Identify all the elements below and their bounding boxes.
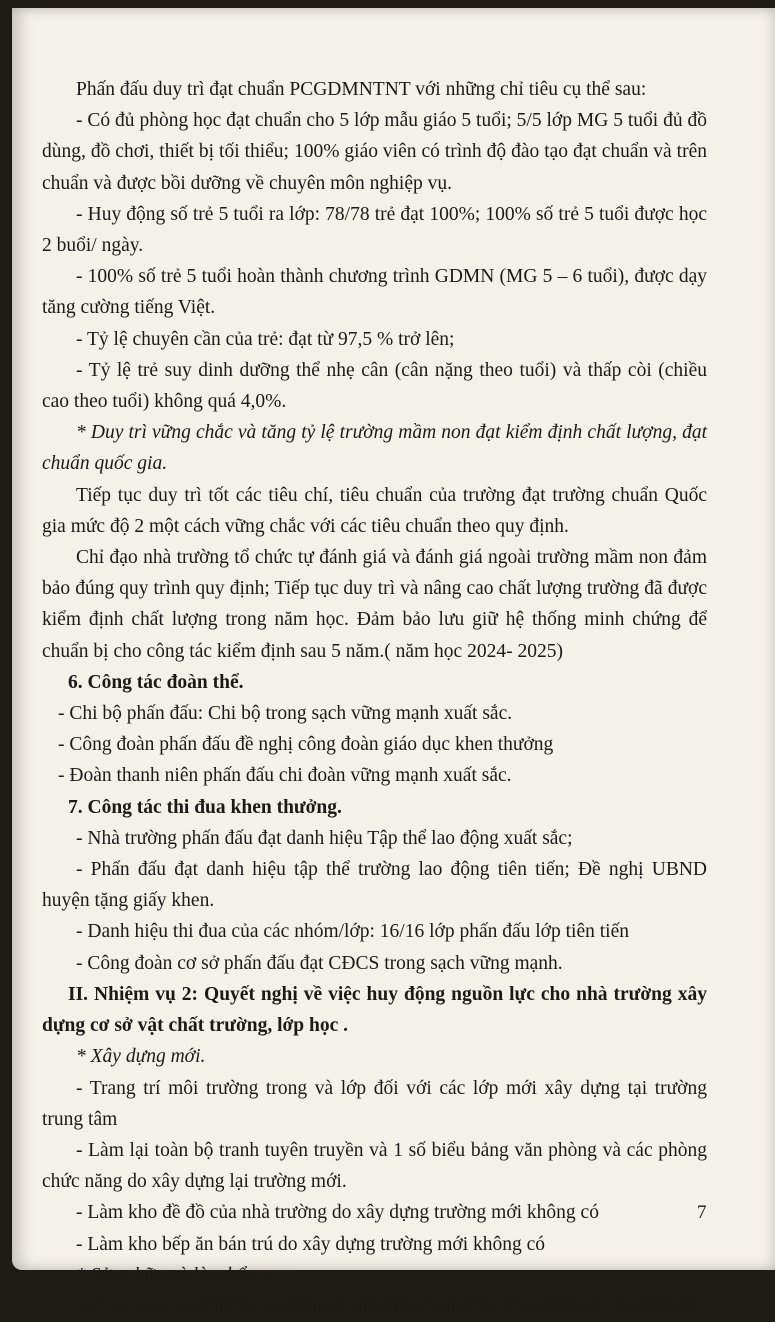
task-2-heading: II. Nhiệm vụ 2: Quyết nghị về việc huy động nguồn lực cho nhà trường xây dựng cơ sở vật chất trường, lớp học . [42,983,707,1037]
intro-paragraph: Phấn đấu duy trì đạt chuẩn PCGDMNTNT với những chỉ tiêu cụ thể sau: [76,79,647,100]
emulation-item-collective: - Phấn đấu đạt danh hiệu tập thể trường lao động tiên tiến; Đề nghị UBND huyện tặng giấy khen. [42,859,707,912]
construction-item-storage: - Làm kho đề đồ của nhà trường do xây dựng trường mới không có [76,1202,599,1224]
section-7-heading: 7. Công tác thi đua khen thưởng. [68,796,342,818]
emulation-item-school: - Nhà trường phấn đấu đạt danh hiệu Tập thể lao động xuất sắc; [76,827,573,849]
union-item-trade-union: - Công đoàn phấn đấu đề nghị công đoàn giáo dục khen thưởng [58,734,554,756]
document-body [42,74,707,1322]
repair-heading: * Sửa chữa và làm bổ sung: [76,1264,295,1286]
criteria-attendance: - Tỷ lệ chuyên cần của trẻ: đạt từ 97,5 % trở lên; [76,328,455,350]
construction-item-posters: - Làm lại toàn bộ tranh tuyên truyền và 1 số biểu bảng văn phòng và các phòng chức năng do xây dựng lại trường mới. [42,1139,707,1193]
criteria-classrooms: - Có đủ phòng học đạt chuẩn cho 5 lớp mẫu giáo 5 tuổi; 5/5 lớp MG 5 tuổi đủ đồ dùng, đồ chơi, thiết bị tối thiểu; 100% giáo viên có trình độ đào tạo đạt chuẩn và trên chuẩn và được bồi dưỡng về chuyên môn nghiệp vụ. [42,110,707,194]
section-6-heading: 6. Công tác đoàn thể. [68,671,244,693]
construction-item-kitchen: - Làm kho bếp ăn bán trú do xây dựng trường mới không có [76,1233,546,1255]
page-number: 7 [697,1202,707,1223]
national-standard-paragraph: Tiếp tục duy trì tốt các tiêu chí, tiêu chuẩn của trường đạt trường chuẩn Quốc gia mức độ 2 một cách vững chắc với các tiêu chuẩn theo quy định. [42,484,707,537]
emulation-item-trade-union: - Công đoàn cơ sở phấn đấu đạt CĐCS trong sạch vững mạnh. [76,952,563,974]
criteria-program-completion: - 100% số trẻ 5 tuổi hoàn thành chương trình GDMN (MG 5 – 6 tuổi), được dạy tăng cường tiếng Việt. [42,266,707,319]
accreditation-heading: * Duy trì vững chắc và tăng tỷ lệ trường mầm non đạt kiểm định chất lượng, đạt chuẩn quốc gia. [42,422,707,475]
criteria-malnutrition: - Tỷ lệ trẻ suy dinh dưỡng thể nhẹ cân (cân nặng theo tuổi) và thấp còi (chiều cao theo tuổi) không quá 4,0%. [42,359,707,413]
document-page [12,8,775,1317]
self-assessment-paragraph: Chỉ đạo nhà trường tổ chức tự đánh giá và đánh giá ngoài trường mầm non đảm bảo đúng quy trình quy định; Tiếp tục duy trì và nâng cao chất lượng trường đã được kiểm định chất lượng trong năm học. Đảm bảo lưu giữ hệ thống minh chứng để chuẩn bị cho công tác kiểm định sau 5 năm.( năm học 2024- 2025) [42,547,707,662]
union-item-youth: - Đoàn thanh niên phấn đấu chi đoàn vững mạnh xuất sắc. [58,765,512,787]
union-item-party-cell: - Chi bộ phấn đấu: Chi bộ trong sạch vững mạnh xuất sắc. [58,703,513,725]
new-construction-heading: * Xây dựng mới. [76,1046,206,1068]
construction-item-decoration: - Trang trí môi trường trong và lớp đối với các lớp mới xây dựng tại trường trung tâm [42,1077,707,1130]
emulation-item-classes: - Danh hiệu thi đua của các nhóm/lớp: 16/16 lớp phấn đấu lớp tiên tiến [76,921,629,943]
repair-item-painting: + Quét vôi ve tường bao, tường các lớp học tại trường trung tâm và các điểm lẻ [76,1295,695,1317]
criteria-enrollment: - Huy động số trẻ 5 tuổi ra lớp: 78/78 trẻ đạt 100%; 100% số trẻ 5 tuổi được học 2 buổi/ ngày. [42,203,707,257]
